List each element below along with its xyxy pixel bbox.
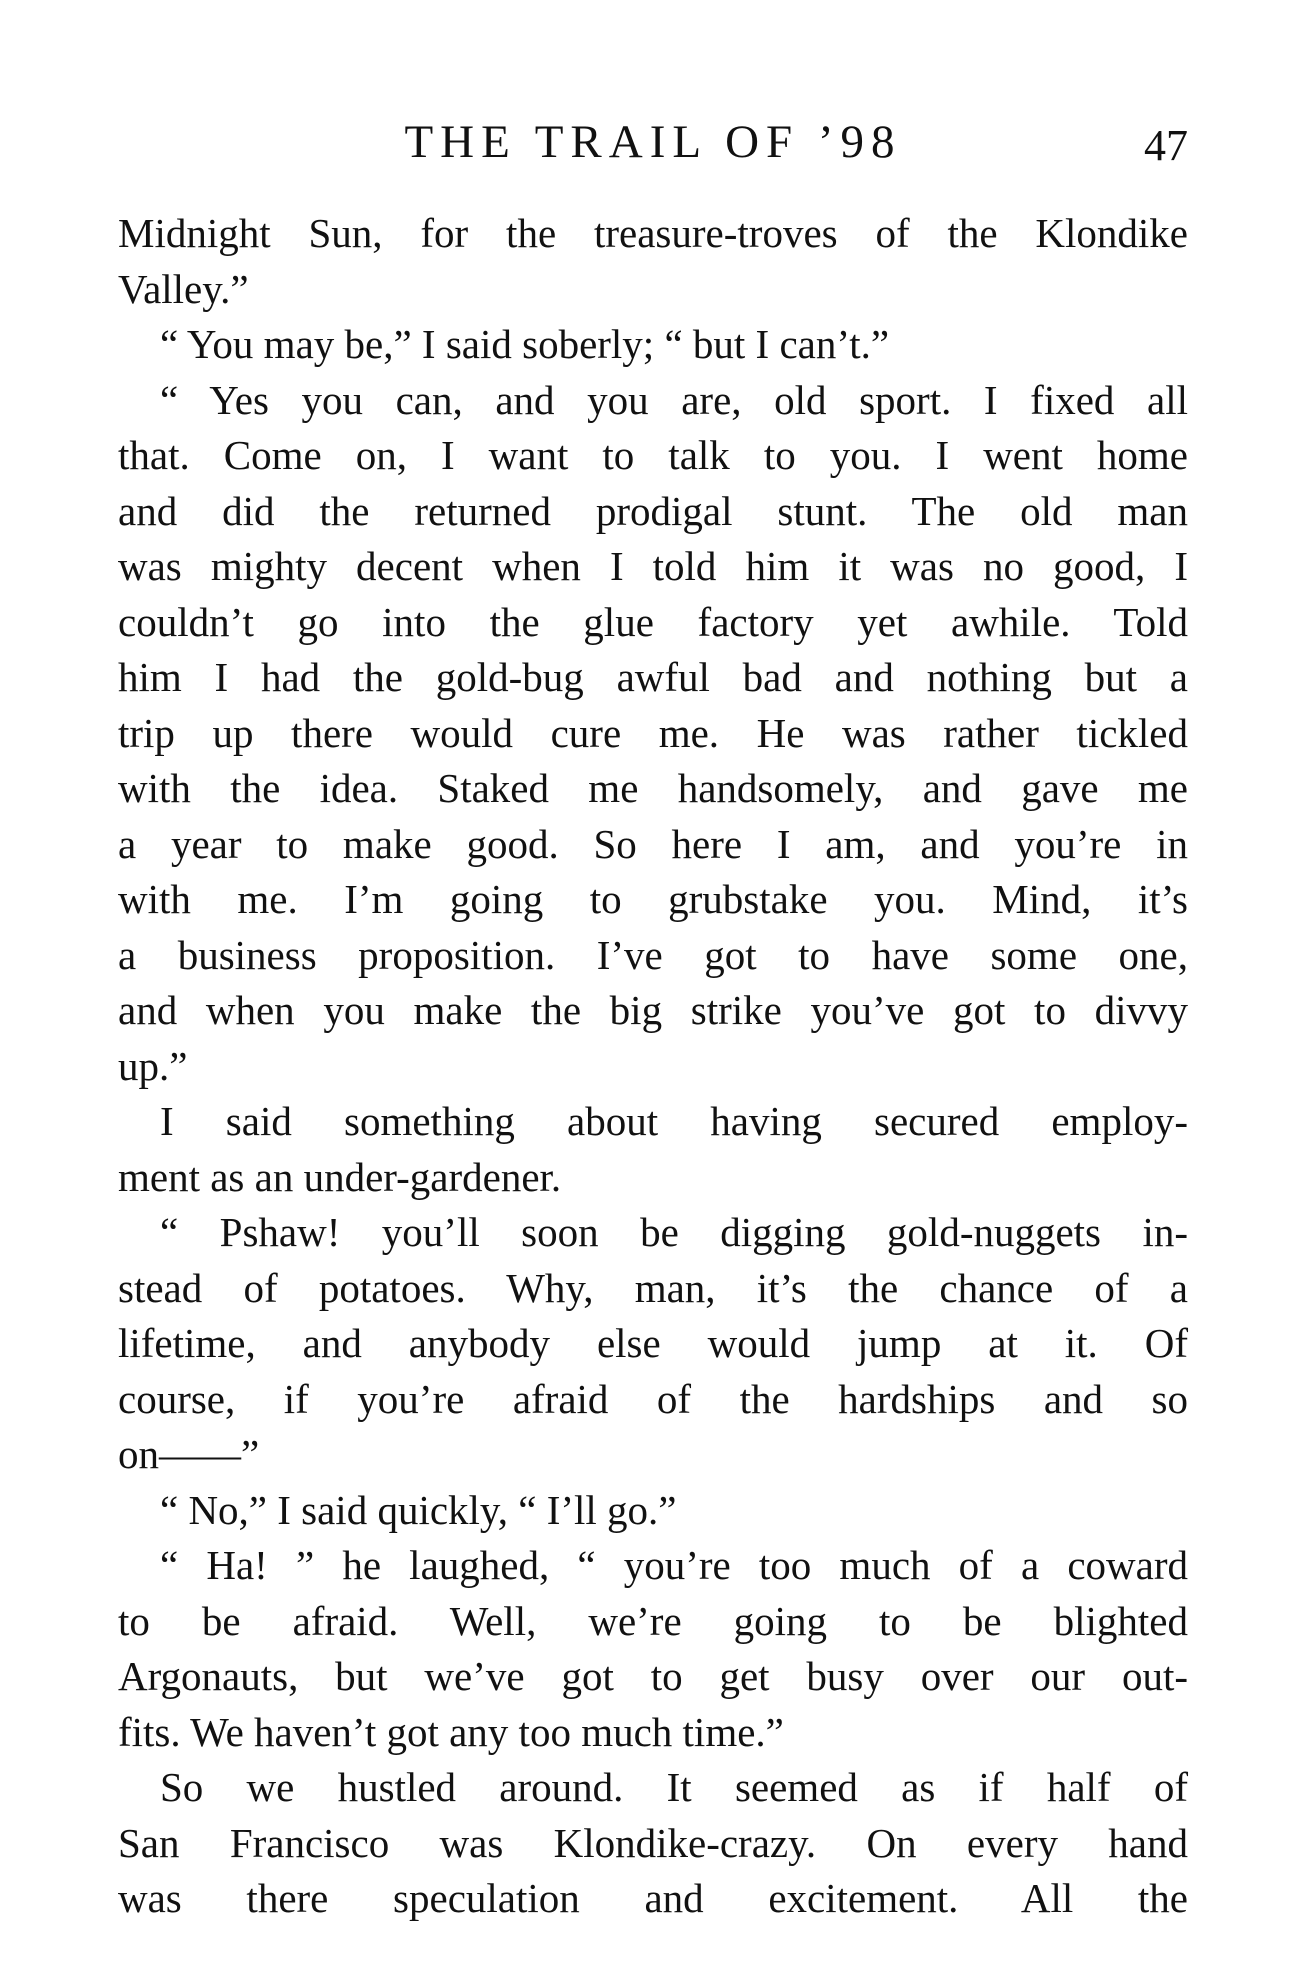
running-header bbox=[118, 112, 1188, 172]
text-line: San Francisco was Klondike-crazy. On every hand bbox=[118, 1819, 1188, 1866]
text-line: “ Yes you can, and you are, old sport. I fixed all bbox=[160, 376, 1188, 423]
text-line: I said something about having secured employ- bbox=[160, 1098, 1188, 1144]
text-line: So we hustled around. It seemed as if half of bbox=[160, 1764, 1188, 1810]
text-line: a business proposition. I’ve got to have some one, bbox=[118, 931, 1188, 978]
text-line: “ No,” I said quickly, “ I’ll go.” bbox=[160, 1486, 677, 1533]
text-line: Midnight Sun, for the treasure-troves of the Klondike bbox=[118, 210, 1188, 256]
text-line: course, if you’re afraid of the hardships and so bbox=[118, 1375, 1188, 1422]
text-line: with me. I’m going to grubstake you. Mind, it’s bbox=[118, 876, 1188, 922]
page-number: 47 bbox=[1144, 121, 1188, 170]
text-line: and when you make the big strike you’ve got to divvy bbox=[118, 987, 1188, 1033]
text-line: “ You may be,” I said soberly; “ but I can’t.” bbox=[160, 321, 890, 367]
text-line: on——” bbox=[118, 1431, 260, 1477]
text-line: lifetime, and anybody else would jump at it. Of bbox=[118, 1320, 1188, 1366]
text-line: trip up there would cure me. He was rather tickled bbox=[118, 709, 1188, 756]
text-line: a year to make good. So here I am, and you’re in bbox=[118, 820, 1188, 867]
text-line: couldn’t go into the glue factory yet awhile. Told bbox=[118, 598, 1188, 645]
text-line: fits. We haven’t got any too much time.” bbox=[118, 1708, 784, 1755]
text-line: him I had the gold-bug awful bad and nothing but a bbox=[118, 654, 1188, 700]
text-line: that. Come on, I want to talk to you. I went home bbox=[118, 432, 1188, 478]
text-line: “ Ha! ” he laughed, “ you’re too much of a coward bbox=[160, 1542, 1188, 1588]
text-line: up.” bbox=[118, 1042, 188, 1089]
text-line: with the idea. Staked me handsomely, and gave me bbox=[118, 765, 1188, 811]
text-line: Valley.” bbox=[118, 265, 249, 312]
text-line: “ Pshaw! you’ll soon be digging gold-nuggets in- bbox=[160, 1209, 1188, 1255]
text-line: to be afraid. Well, we’re going to be blighted bbox=[118, 1597, 1188, 1644]
text-line: was there speculation and excitement. All the bbox=[118, 1875, 1188, 1921]
text-line: was mighty decent when I told him it was no good, I bbox=[118, 543, 1188, 589]
running-title: THE TRAIL OF ’98 bbox=[404, 116, 902, 168]
text-line: and did the returned prodigal stunt. The old man bbox=[118, 487, 1188, 534]
text-line: stead of potatoes. Why, man, it’s the chance of a bbox=[118, 1264, 1188, 1311]
text-line: ment as an under-gardener. bbox=[118, 1153, 562, 1200]
body-text bbox=[118, 206, 1188, 1927]
text-line: Argonauts, but we’ve got to get busy over our out- bbox=[118, 1653, 1188, 1699]
